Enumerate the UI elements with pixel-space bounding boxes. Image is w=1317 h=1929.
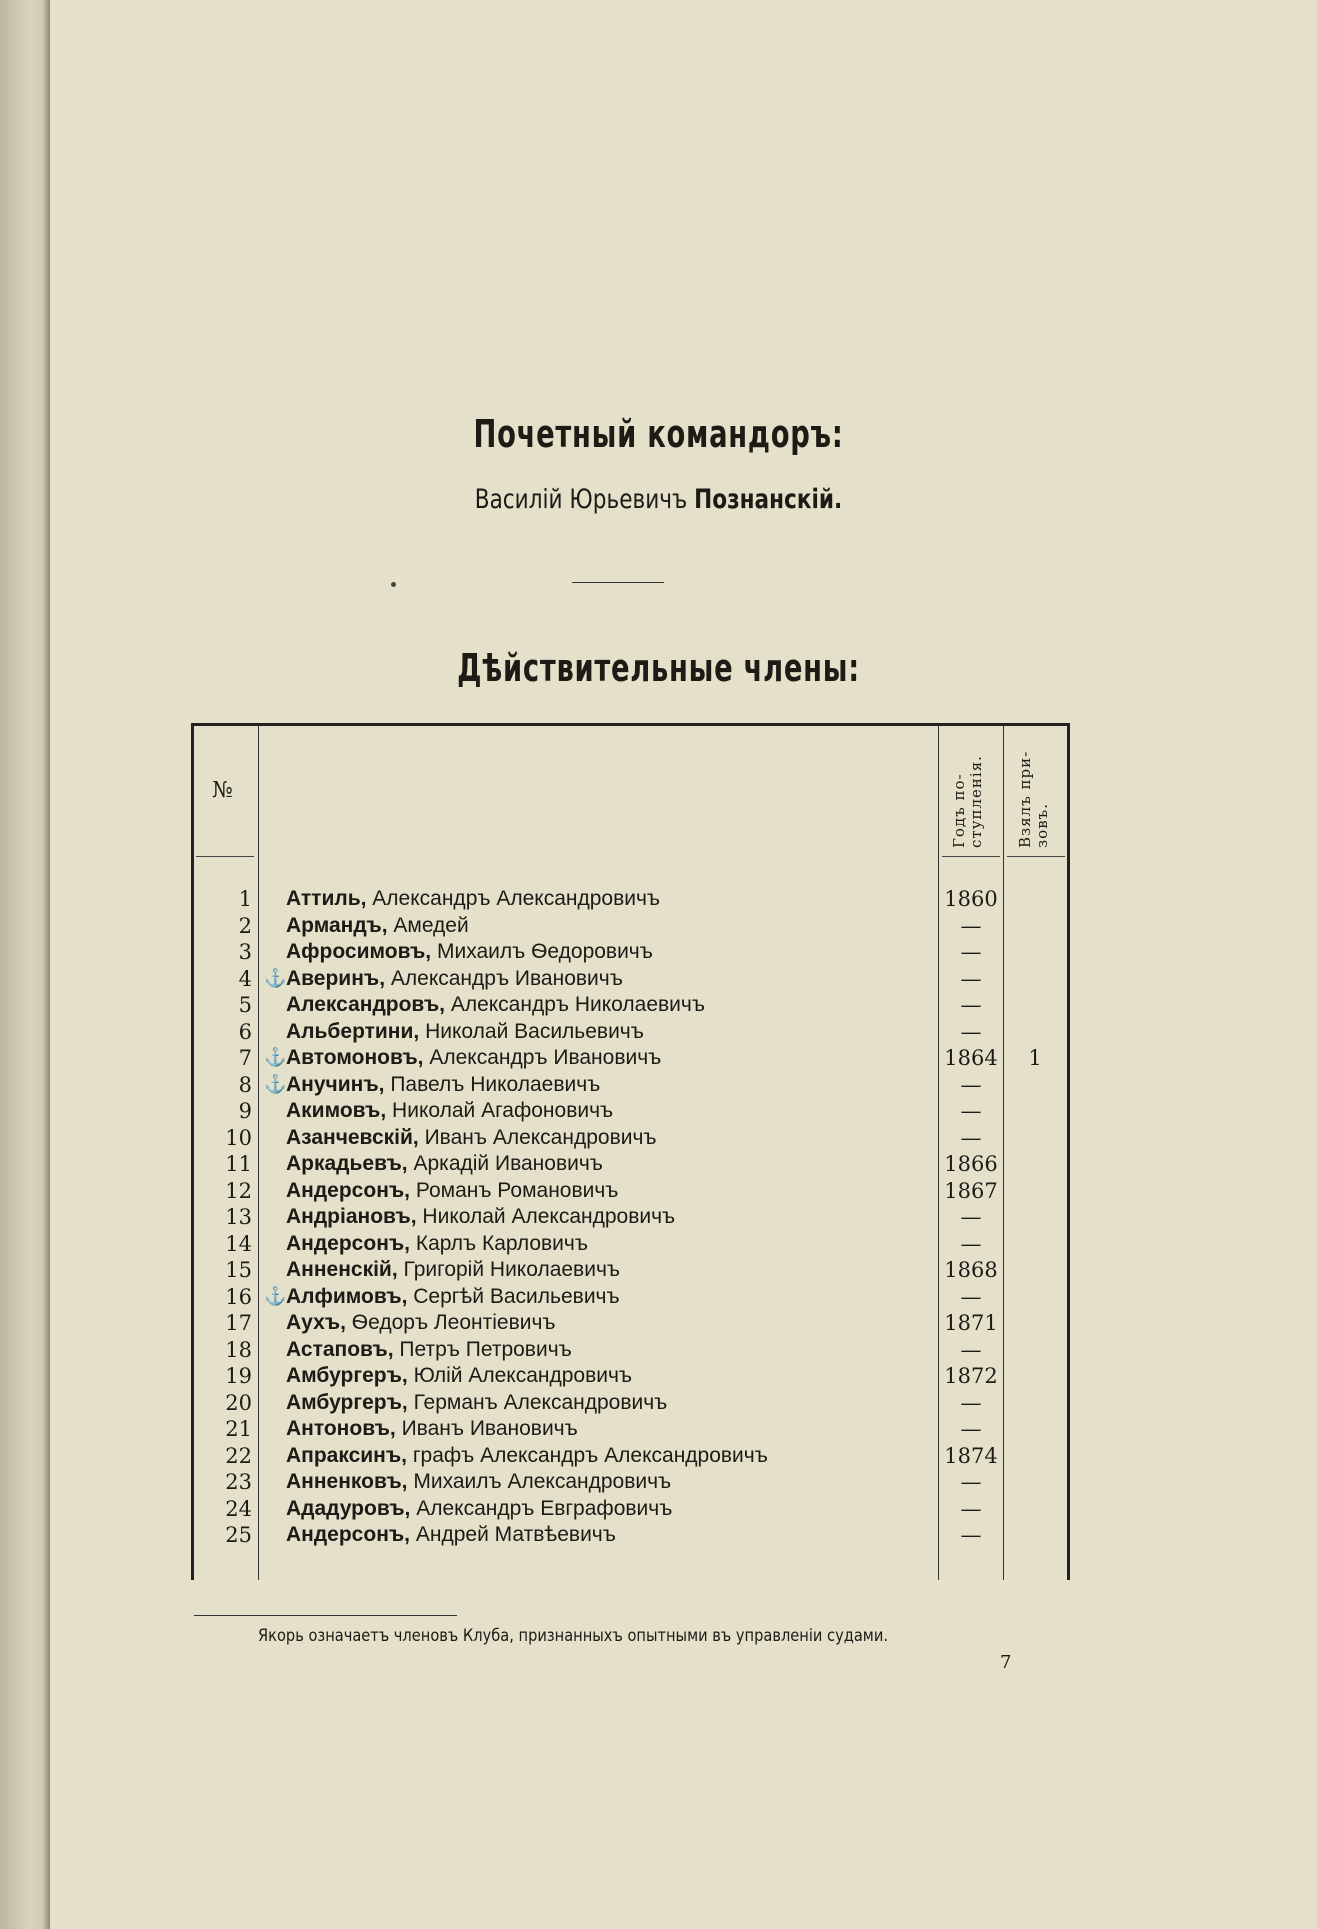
name-cell — [264, 1231, 930, 1257]
leader-dots — [556, 1310, 930, 1336]
leader-dots — [644, 1019, 930, 1045]
member-surname: Ададуровъ, — [286, 1496, 411, 1520]
join-year: — — [960, 966, 982, 991]
row-number: 5 — [238, 993, 252, 1017]
leader-dots — [705, 992, 930, 1018]
anchor-icon — [264, 1231, 286, 1257]
member-given-names: графъ Александръ Александровичъ — [412, 1443, 768, 1467]
book-gutter — [0, 0, 50, 1929]
member-name — [286, 1310, 556, 1336]
member-name — [286, 1098, 613, 1124]
column-header-prizes: Взялъ при- зовъ. — [1016, 750, 1051, 848]
name-cell — [264, 913, 930, 939]
name-cell — [264, 886, 930, 912]
member-name — [286, 992, 705, 1018]
member-surname: Андерсонъ, — [286, 1523, 411, 1546]
join-year: 1866 — [944, 1152, 998, 1176]
leader-dots — [653, 939, 930, 965]
ink-speck — [391, 582, 396, 587]
row-number: 16 — [225, 1284, 252, 1309]
footnote-rule — [194, 1615, 457, 1616]
member-surname: Антоновъ, — [286, 1417, 396, 1440]
member-name — [286, 1522, 616, 1548]
name-cell — [264, 1257, 930, 1283]
anchor-icon — [264, 1443, 286, 1469]
leader-dots — [667, 1390, 930, 1416]
member-given-names: Александръ Ивановичъ — [429, 1046, 662, 1069]
name-cell — [264, 1151, 930, 1177]
leader-dots — [603, 1151, 930, 1177]
member-surname: Аттиль, — [286, 887, 367, 910]
row-number: 1 — [238, 887, 252, 911]
honorary-surname: Познанскій. — [694, 484, 843, 515]
member-surname: Армандъ, — [286, 913, 388, 937]
name-cell — [264, 992, 930, 1018]
join-year: 1874 — [944, 1443, 998, 1468]
members-table — [191, 723, 1070, 1580]
anchor-icon — [264, 1178, 286, 1204]
table-row — [194, 1045, 1067, 1071]
section-divider — [572, 582, 664, 583]
member-given-names: Александръ Александровичъ — [372, 887, 661, 910]
row-number: 17 — [225, 1311, 252, 1335]
header-rule — [942, 856, 1000, 857]
join-year: — — [960, 993, 982, 1017]
member-surname: Андріановъ, — [286, 1205, 417, 1228]
member-surname: Афросимовъ, — [286, 940, 432, 963]
table-row — [194, 1443, 1067, 1469]
row-number: 18 — [225, 1337, 252, 1362]
join-year: — — [960, 1470, 982, 1494]
anchor-icon — [264, 1098, 286, 1124]
table-row — [194, 1363, 1067, 1389]
member-name — [286, 1045, 661, 1071]
prizes-count: 1 — [1028, 1046, 1042, 1070]
header-rule — [1007, 856, 1065, 857]
join-year: — — [960, 1231, 982, 1256]
member-given-names: Амедей — [393, 913, 469, 937]
leader-dots — [616, 1522, 930, 1548]
anchor-icon: ⚓ — [264, 967, 287, 989]
member-given-names: Аркадій Ивановичъ — [413, 1152, 603, 1175]
member-given-names: Германъ Александровичъ — [413, 1390, 668, 1414]
anchor-icon — [264, 1204, 286, 1230]
member-given-names: Григорій Николаевичъ — [403, 1258, 621, 1281]
member-surname: Астаповъ, — [286, 1337, 394, 1361]
name-cell — [264, 1204, 930, 1230]
join-year: — — [960, 1417, 982, 1441]
join-year: — — [960, 1337, 982, 1362]
member-given-names: Андрей Матвѣевичъ — [415, 1523, 616, 1546]
row-number: 22 — [225, 1443, 252, 1468]
row-number: 24 — [225, 1496, 252, 1521]
member-name — [286, 1363, 632, 1389]
leader-dots — [672, 1496, 930, 1522]
anchor-icon — [264, 1390, 286, 1416]
row-number: 23 — [225, 1470, 252, 1494]
name-cell — [264, 1337, 930, 1363]
member-surname: Аверинъ, — [286, 966, 386, 990]
leader-dots — [618, 1178, 930, 1204]
anchor-icon — [264, 1019, 286, 1045]
row-number: 25 — [225, 1523, 252, 1547]
table-row — [194, 1337, 1067, 1363]
leader-dots — [768, 1443, 930, 1469]
join-year: — — [960, 1099, 982, 1123]
join-year: 1868 — [944, 1258, 998, 1282]
row-number: 4 — [238, 966, 252, 991]
leader-dots — [600, 1072, 930, 1098]
member-surname: Анучинъ, — [286, 1072, 385, 1096]
member-surname: Амбургеръ, — [286, 1390, 408, 1414]
member-given-names: Иванъ Александровичъ — [424, 1125, 657, 1149]
anchor-icon — [264, 1310, 286, 1336]
leader-dots — [588, 1231, 930, 1257]
member-name — [286, 1284, 620, 1310]
member-name — [286, 913, 469, 939]
table-row — [194, 1496, 1067, 1522]
leader-dots — [661, 1045, 930, 1071]
join-year: — — [960, 1019, 982, 1044]
member-given-names: Павелъ Николаевичъ — [390, 1072, 601, 1096]
member-surname: Апраксинъ, — [286, 1443, 408, 1467]
member-given-names: Николай Агафоновичъ — [392, 1099, 614, 1122]
honorary-name — [132, 484, 1186, 515]
member-name — [286, 939, 653, 965]
table-row — [194, 1469, 1067, 1495]
member-surname: Андерсонъ, — [286, 1231, 411, 1255]
anchor-icon — [264, 992, 286, 1018]
anchor-icon — [264, 939, 286, 965]
row-number: 9 — [238, 1099, 252, 1123]
member-name — [286, 1125, 657, 1151]
anchor-icon — [264, 1416, 286, 1442]
honorary-first-names: Василій Юрьевичъ — [474, 484, 688, 515]
table-row — [194, 1231, 1067, 1257]
member-name — [286, 1469, 671, 1495]
member-given-names: Юлій Александровичъ — [413, 1364, 633, 1387]
member-surname: Анненковъ, — [286, 1470, 408, 1493]
member-given-names: Николай Васильевичъ — [425, 1019, 644, 1043]
page-number: 7 — [1000, 1652, 1012, 1673]
join-year: — — [960, 1205, 982, 1229]
anchor-icon — [264, 1125, 286, 1151]
table-row — [194, 886, 1067, 912]
member-surname: Александровъ, — [286, 993, 445, 1016]
name-cell — [264, 1178, 930, 1204]
leader-dots — [623, 966, 930, 992]
member-given-names: Карлъ Карловичъ — [415, 1231, 588, 1255]
member-name — [286, 1019, 644, 1045]
member-given-names: Александръ Ивановичъ — [390, 966, 623, 990]
leader-dots — [660, 886, 930, 912]
row-number: 7 — [238, 1046, 252, 1070]
anchor-icon: ⚓ — [264, 1047, 287, 1068]
join-year: — — [960, 1496, 982, 1521]
name-cell — [264, 1363, 930, 1389]
name-cell — [264, 1469, 930, 1495]
leader-dots — [675, 1204, 930, 1230]
table-row — [194, 1390, 1067, 1416]
anchor-icon — [264, 1337, 286, 1363]
member-surname: Азанчевскій, — [286, 1125, 419, 1149]
leader-dots — [469, 913, 930, 939]
leader-dots — [657, 1125, 930, 1151]
member-given-names: Александръ Николаевичъ — [450, 993, 705, 1016]
join-year: 1864 — [944, 1046, 998, 1070]
table-row — [194, 1204, 1067, 1230]
row-number: 2 — [238, 913, 252, 938]
join-year: 1867 — [944, 1178, 998, 1203]
member-given-names: Николай Александровичъ — [422, 1205, 676, 1228]
join-year: — — [960, 1523, 982, 1547]
row-number: 3 — [238, 940, 252, 964]
member-given-names: Александръ Евграфовичъ — [416, 1496, 673, 1520]
name-cell — [264, 1098, 930, 1124]
member-name — [286, 1204, 675, 1230]
member-name — [286, 1337, 572, 1363]
member-given-names: Ѳедоръ Леонтіевичъ — [351, 1311, 556, 1334]
member-given-names: Сергѣй Васильевичъ — [413, 1284, 620, 1308]
table-row — [194, 966, 1067, 992]
leader-dots — [613, 1098, 930, 1124]
row-number: 12 — [225, 1178, 252, 1203]
member-surname: Алфимовъ, — [286, 1284, 408, 1308]
table-row — [194, 1098, 1067, 1124]
table-row — [194, 1019, 1067, 1045]
name-cell — [264, 1045, 930, 1071]
row-number: 8 — [238, 1072, 252, 1097]
member-surname: Альбертини, — [286, 1019, 420, 1043]
table-row — [194, 913, 1067, 939]
leader-dots — [620, 1284, 930, 1310]
join-year: 1871 — [944, 1311, 998, 1335]
member-name — [286, 1416, 578, 1442]
row-number: 20 — [225, 1390, 252, 1415]
join-year: — — [960, 1390, 982, 1415]
member-given-names: Михаилъ Александровичъ — [413, 1470, 672, 1493]
name-cell — [264, 1284, 930, 1310]
row-number: 21 — [225, 1417, 252, 1441]
member-surname: Аухъ, — [286, 1311, 346, 1334]
member-given-names: Петръ Петровичъ — [399, 1337, 572, 1361]
name-cell — [264, 1416, 930, 1442]
table-row — [194, 1257, 1067, 1283]
member-surname: Андерсонъ, — [286, 1178, 411, 1202]
member-surname: Аркадьевъ, — [286, 1152, 408, 1175]
member-name — [286, 1257, 620, 1283]
leader-dots — [620, 1257, 930, 1283]
name-cell — [264, 1390, 930, 1416]
table-row — [194, 1284, 1067, 1310]
member-surname: Анненскій, — [286, 1258, 398, 1281]
join-year: — — [960, 1125, 982, 1150]
row-number: 15 — [225, 1258, 252, 1282]
table-row — [194, 1151, 1067, 1177]
row-number: 19 — [225, 1364, 252, 1388]
member-given-names: Михаилъ Ѳедоровичъ — [436, 940, 653, 963]
member-name — [286, 1390, 667, 1416]
leader-dots — [671, 1469, 930, 1495]
anchor-icon — [264, 1363, 286, 1389]
column-header-number: № — [212, 778, 233, 803]
anchor-icon — [264, 1469, 286, 1495]
name-cell — [264, 1125, 930, 1151]
member-surname: Акимовъ, — [286, 1099, 387, 1122]
members-heading: Дѣйствительные члены: — [457, 646, 860, 690]
header-rule — [196, 856, 254, 857]
anchor-icon: ⚓ — [264, 1073, 287, 1095]
member-name — [286, 1072, 600, 1098]
row-number: 14 — [225, 1231, 252, 1256]
member-given-names: Романъ Романовичъ — [415, 1178, 619, 1202]
member-name — [286, 1496, 672, 1522]
name-cell — [264, 1310, 930, 1336]
member-name — [286, 1178, 618, 1204]
anchor-icon — [264, 886, 286, 912]
name-cell — [264, 1496, 930, 1522]
member-name — [286, 966, 623, 992]
table-row — [194, 939, 1067, 965]
leader-dots — [578, 1416, 930, 1442]
name-cell — [264, 939, 930, 965]
member-name — [286, 886, 660, 912]
name-cell — [264, 966, 930, 992]
anchor-icon — [264, 1257, 286, 1283]
table-row — [194, 1072, 1067, 1098]
join-year: — — [960, 1072, 982, 1097]
member-name — [286, 1443, 768, 1469]
leader-dots — [632, 1363, 930, 1389]
join-year: — — [960, 913, 982, 938]
anchor-icon — [264, 913, 286, 939]
anchor-icon: ⚓ — [264, 1285, 287, 1307]
footnote: Якорь означаетъ членовъ Клуба, признанныхъ опытными въ управленіи судами. — [258, 1626, 888, 1646]
join-year: 1872 — [944, 1364, 998, 1388]
leader-dots — [572, 1337, 930, 1363]
table-row — [194, 992, 1067, 1018]
join-year: — — [960, 1284, 982, 1309]
join-year: — — [960, 940, 982, 964]
table-row — [194, 1310, 1067, 1336]
table-row — [194, 1522, 1067, 1548]
anchor-icon — [264, 1151, 286, 1177]
name-cell — [264, 1443, 930, 1469]
table-row — [194, 1125, 1067, 1151]
member-name — [286, 1151, 603, 1177]
row-number: 13 — [225, 1205, 252, 1229]
member-given-names: Иванъ Ивановичъ — [401, 1417, 578, 1440]
name-cell — [264, 1522, 930, 1548]
member-name — [286, 1231, 588, 1257]
honorary-heading: Почетный командоръ: — [473, 412, 844, 456]
column-header-year: Годъ по- ступленія. — [950, 755, 985, 848]
row-number: 11 — [225, 1152, 252, 1176]
member-surname: Амбургеръ, — [286, 1364, 408, 1387]
anchor-icon — [264, 1496, 286, 1522]
anchor-icon — [264, 1522, 286, 1548]
row-number: 10 — [225, 1125, 252, 1150]
name-cell — [264, 1019, 930, 1045]
table-row — [194, 1416, 1067, 1442]
join-year: 1860 — [944, 887, 998, 911]
member-surname: Автомоновъ, — [286, 1046, 424, 1069]
name-cell — [264, 1072, 930, 1098]
row-number: 6 — [238, 1019, 252, 1044]
table-row — [194, 1178, 1067, 1204]
